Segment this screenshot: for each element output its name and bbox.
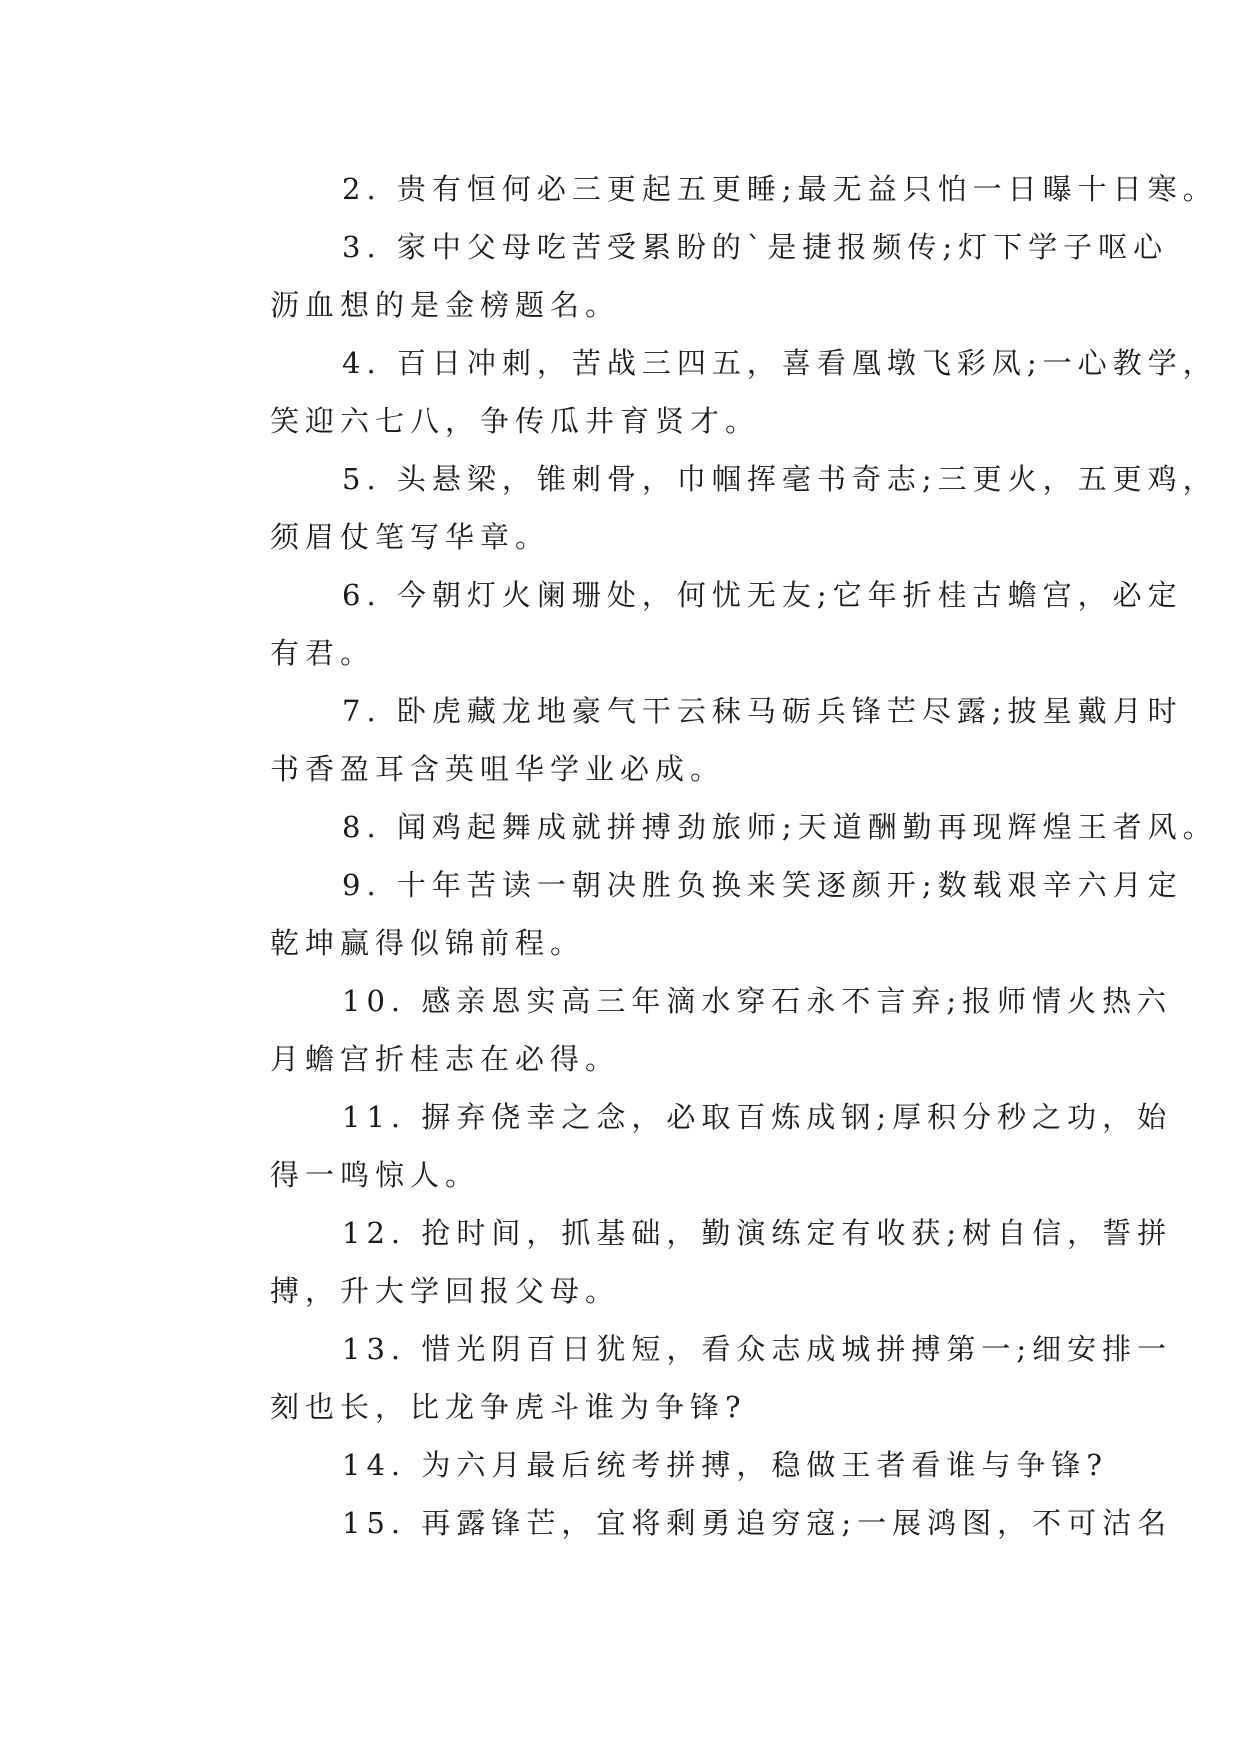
paragraph-12 [190,1204,1173,1320]
paragraph-line: 书香盈耳含英咀华学业必成。 [270,752,726,786]
paragraph-line: 5. 头悬梁，锥刺骨，巾帼挥毫书奇志;三更火，五更鸡， [342,462,1218,496]
paragraph-13 [190,1320,1173,1436]
paragraph-5 [190,450,1218,566]
paragraph-7 [190,682,1183,798]
paragraph-line: 3. 家中父母吃苦受累盼的`是捷报频传;灯下学子呕心 [342,230,1169,264]
paragraph-line: 7. 卧虎藏龙地豪气干云秣马砺兵锋芒尽露;披星戴月时 [342,694,1183,728]
paragraph-8 [190,798,1218,856]
document-body [190,160,1218,1552]
paragraph-3 [190,218,1169,334]
paragraph-line: 乾坤赢得似锦前程。 [270,926,586,960]
paragraph-10 [190,972,1173,1088]
paragraph-line: 2. 贵有恒何必三更起五更睡;最无益只怕一日曝十日寒。 [342,172,1218,206]
paragraph-line: 6. 今朝灯火阑珊处，何忧无友;它年折桂古蟾宫，必定 [342,578,1183,612]
paragraph-line: 须眉仗笔写华章。 [270,520,551,554]
paragraph-11 [190,1088,1173,1204]
paragraph-line: 10. 感亲恩实高三年滴水穿石永不言弃;报师情火热六 [342,984,1173,1018]
paragraph-line: 8. 闻鸡起舞成就拼搏劲旅师;天道酬勤再现辉煌王者风。 [342,810,1218,844]
paragraph-line: 13. 惜光阴百日犹短，看众志成城拼搏第一;细安排一 [342,1332,1173,1366]
paragraph-4 [190,334,1218,450]
paragraph-line: 12. 抢时间，抓基础，勤演练定有收获;树自信，誓拼 [342,1216,1173,1250]
paragraph-2 [190,160,1218,218]
paragraph-line: 15. 再露锋芒，宜将剩勇追穷寇;一展鸿图，不可沽名 [342,1506,1173,1540]
paragraph-line: 14. 为六月最后统考拼搏，稳做王者看谁与争锋? [342,1448,1108,1482]
paragraph-line: 月蟾宫折桂志在必得。 [270,1042,621,1076]
paragraph-line: 刻也长，比龙争虎斗谁为争锋? [270,1390,747,1424]
paragraph-line: 沥血想的是金榜题名。 [270,288,621,322]
paragraph-14 [190,1436,1108,1494]
paragraph-9 [190,856,1183,972]
paragraph-line: 9. 十年苦读一朝决胜负换来笑逐颜开;数载艰辛六月定 [342,868,1183,902]
paragraph-line: 笑迎六七八，争传瓜井育贤才。 [270,404,761,438]
paragraph-15 [190,1494,1173,1552]
paragraph-line: 搏，升大学回报父母。 [270,1274,621,1308]
paragraph-line: 得一鸣惊人。 [270,1158,481,1192]
paragraph-line: 4. 百日冲刺，苦战三四五，喜看凰墩飞彩凤;一心教学， [342,346,1218,380]
paragraph-6 [190,566,1183,682]
paragraph-line: 11. 摒弃侥幸之念，必取百炼成钢;厚积分秒之功，始 [342,1100,1173,1134]
paragraph-line: 有君。 [270,636,376,670]
